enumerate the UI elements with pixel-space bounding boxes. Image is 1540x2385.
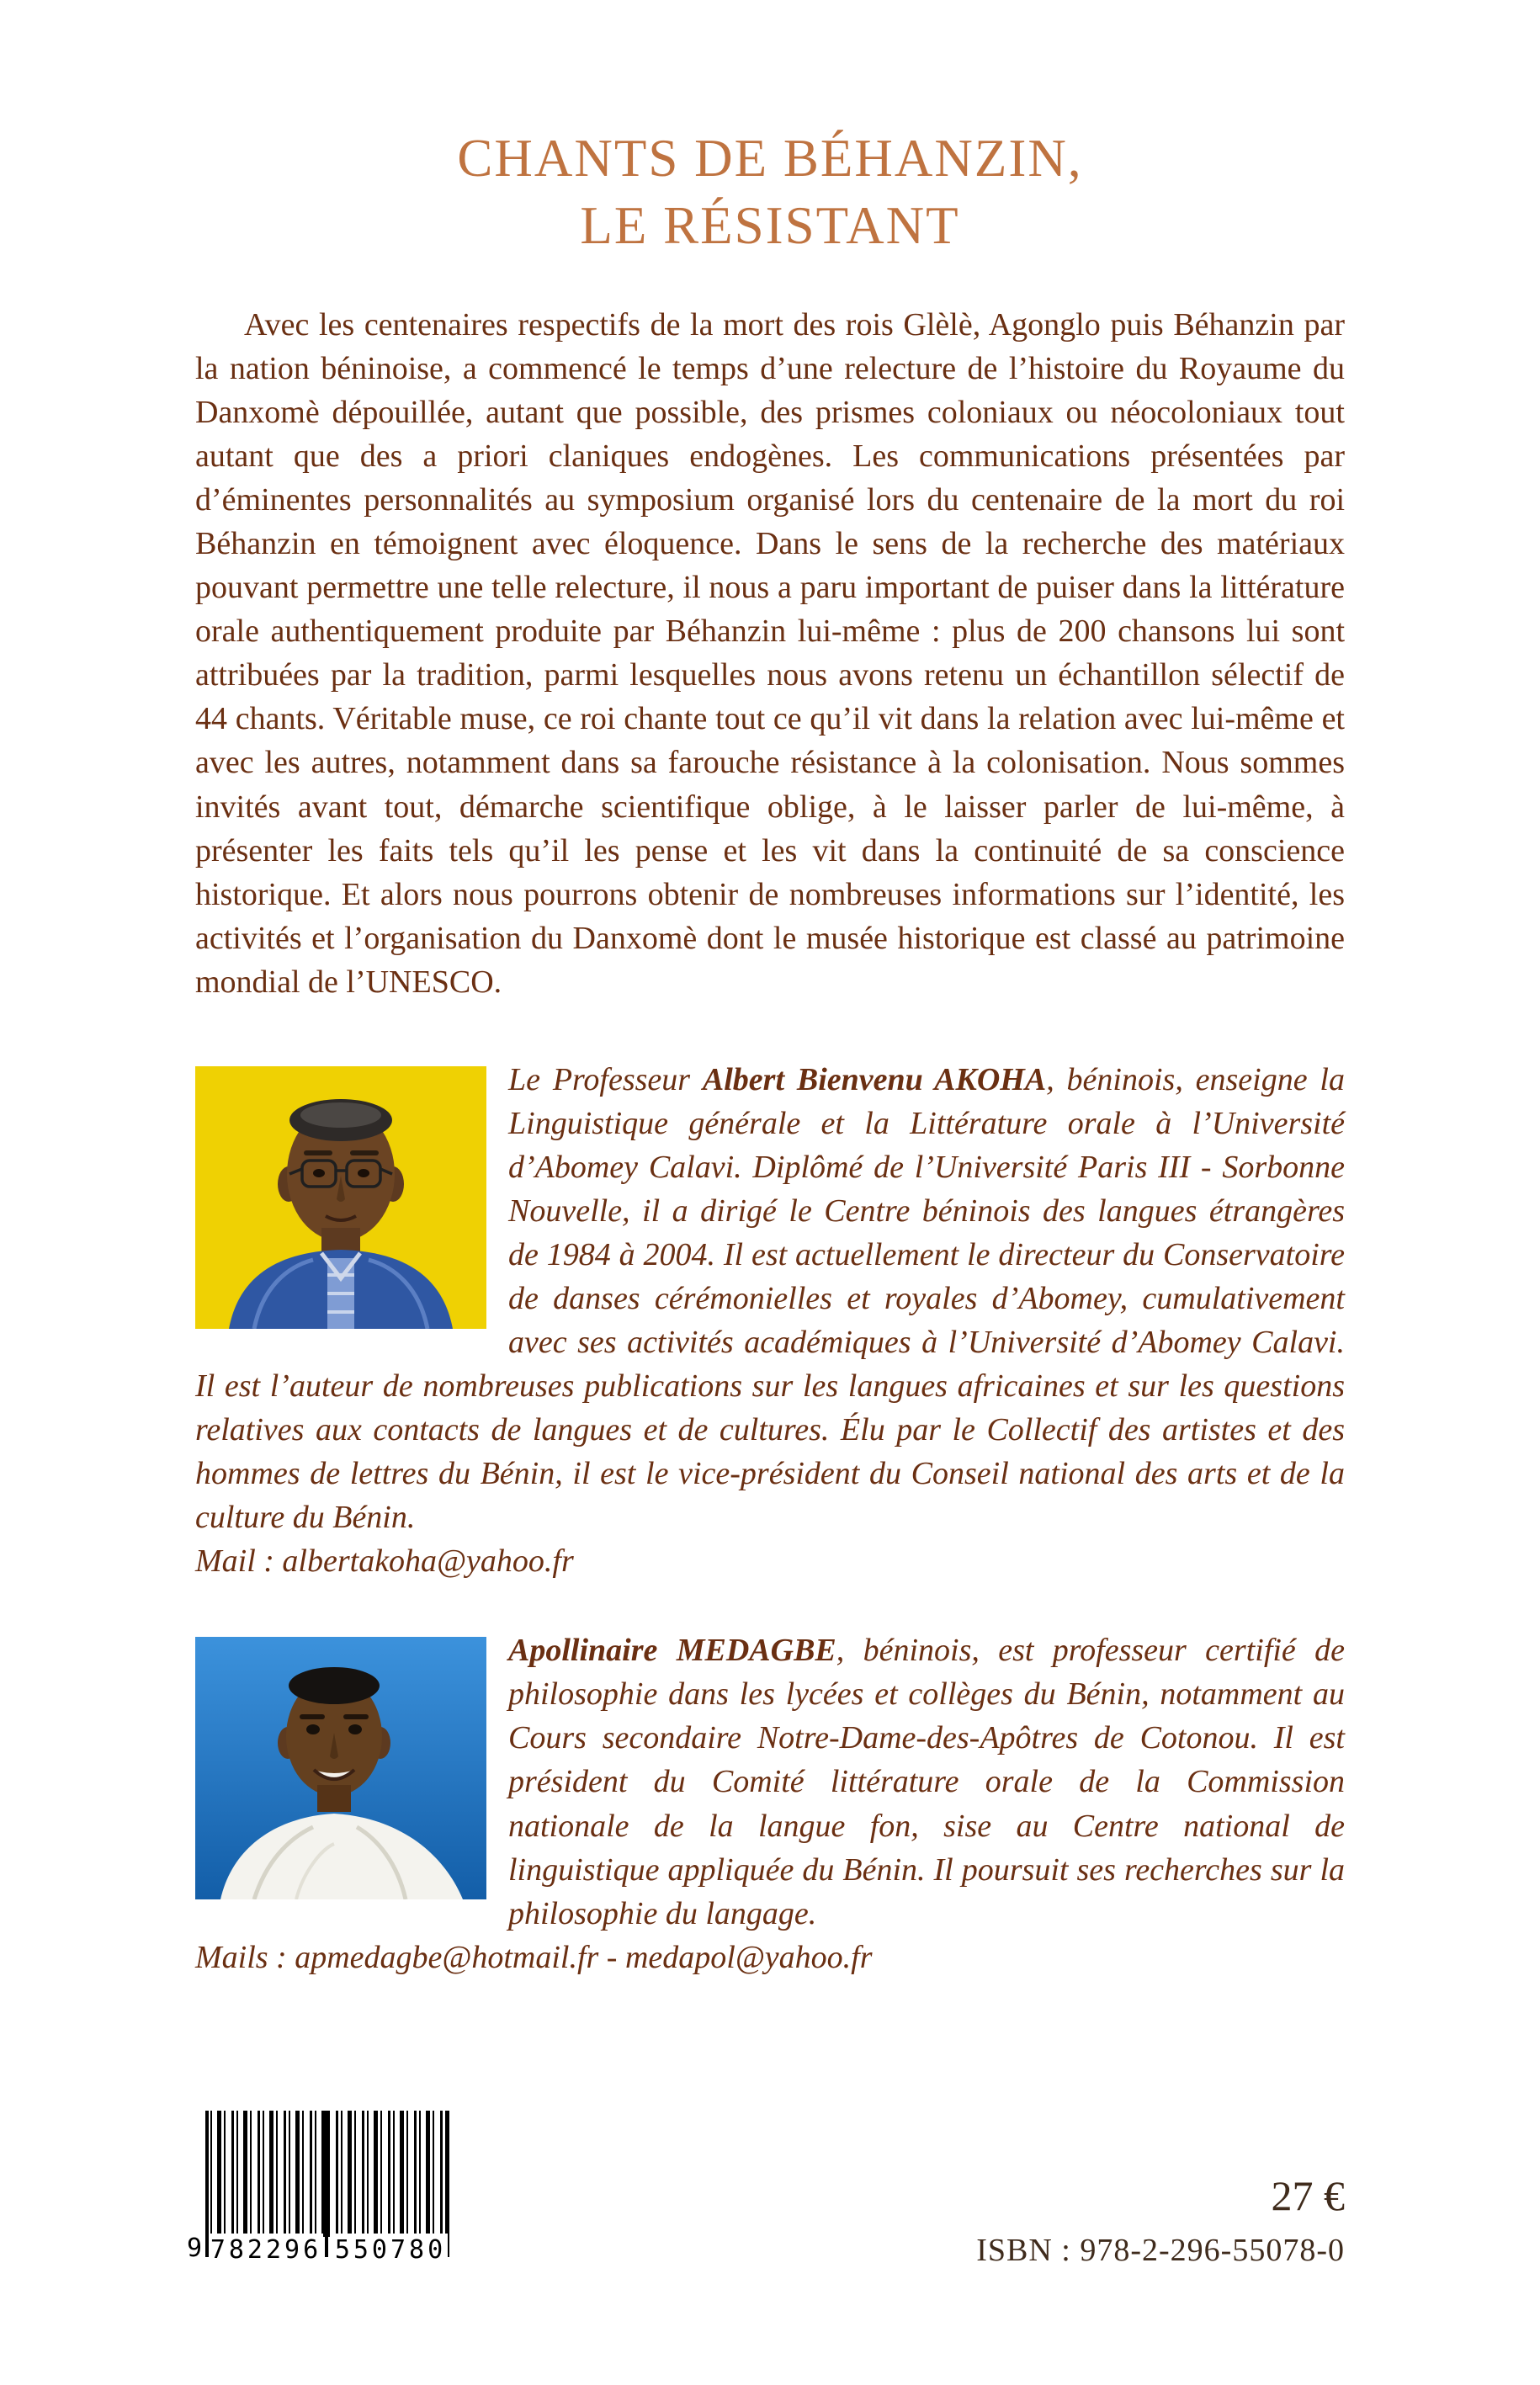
- ean13-barcode: [187, 2111, 453, 2276]
- bio-medagbe-author-name: Apollinaire MEDAGBE: [508, 1633, 836, 1669]
- medagbe-portrait-illustration: [195, 1637, 486, 1899]
- price-label: 27 €: [1271, 2172, 1345, 2219]
- price-isbn-block: [976, 2171, 1345, 2269]
- book-title-line1: CHANTS DE BÉHANZIN,: [457, 129, 1083, 188]
- synopsis-paragraph: Avec les centenaires respectifs de la mort des rois Glèlè, Agonglo puis Béhanzin par la nation béninoise, a commencé le temps d’une relecture de l’histoire du Royaume du Danxomè dépouillée, autant que possible, des prismes coloniaux ou néocoloniaux tout autant que des a priori claniques endogènes. Les communications présentées par d’éminentes personnalités au symposium organisé lors du centenaire de la mort du roi Béhanzin en témoignent avec éloquence. Dans le sens de la recherche des matériaux pouvant permettre une telle relecture, il nous a paru important de puiser dans la littérature orale authentiquement produite par Béhanzin lui-même : plus de 200 chansons lui sont attribuées par la tradition, parmi lesquelles nous avons retenu un échantillon sélectif de 44 chants. Véritable muse, ce roi chante tout ce qu’il vit dans la relation avec lui-même et avec les autres, notamment dans sa farouche résistance à la colonisation. Nous sommes invités avant tout, démarche scientifique oblige, à le laisser parler de lui-même, à présenter les faits tels qu’il les pense et les vit dans la continuité de sa conscience historique. Et alors nous pourrons obtenir de nombreuses informations sur l’identité, les activités et l’organisation du Danxomè dont le musée historique est classé au patrimoine mondial de l’UNESCO.: [195, 307, 1345, 1000]
- barcode-group-left: 782296: [210, 2235, 322, 2265]
- author-bio-medagbe: [195, 1628, 1345, 1979]
- barcode-group-right: 550780: [334, 2235, 447, 2265]
- bio-akoha-mail: Mail : albertakoha@yahoo.fr: [195, 1543, 574, 1580]
- isbn-label: ISBN : 978-2-296-55078-0: [976, 2233, 1345, 2268]
- bio-akoha-text: , béninois, enseigne la Linguistique générale et la Littérature orale à l’Université d’Abomey Calavi. Diplômé de l’Université Paris III - Sorbonne Nouvelle, il a dirigé le Centre béninois des langues étrangères de 1984 à 2004. Il est actuellement le directeur du Conservatoire de danses cérémonielles et royales d’Abomey, cumulativement avec ses activités académiques à l’Université d’Abomey Calavi. Il est l’auteur de nombreuses publications sur les langues africaines et sur les questions relatives aux contacts de langues et de cultures. Élu par le Collectif des artistes et des hommes de lettres du Bénin, il est le vice-président du Conseil national des arts et de la culture du Bénin.: [195, 1061, 1345, 1536]
- author-photo-akoha: [195, 1066, 486, 1329]
- barcode-block: [187, 2111, 453, 2276]
- barcode-digit-lead: 9: [187, 2234, 203, 2263]
- author-bio-akoha: [195, 1058, 1345, 1584]
- barcode-digits: [187, 2234, 453, 2265]
- book-title: [0, 0, 1540, 259]
- bio-akoha-author-name: Albert Bienvenu AKOHA: [702, 1061, 1047, 1097]
- author-photo-medagbe: [195, 1637, 486, 1899]
- bio-akoha-lead: Le Professeur: [508, 1061, 703, 1097]
- bio-medagbe-text: , béninois, est professeur certifié de philosophie dans les lycées et collèges du Bénin, notamment au Cours secondaire Notre-Dame-des-Apôtres de Cotonou. Il est président du Comité littérature orale de la Commission nationale de la langue fon, sise au Centre national de linguistique appliquée du Bénin. Il poursuit ses recherches sur la philosophie du langage.: [508, 1633, 1346, 1931]
- book-title-line2: LE RÉSISTANT: [580, 196, 960, 255]
- akoha-portrait-illustration: [195, 1066, 486, 1329]
- bio-medagbe-mails: Mails : apmedagbe@hotmail.fr - medapol@yahoo.fr: [195, 1939, 873, 1975]
